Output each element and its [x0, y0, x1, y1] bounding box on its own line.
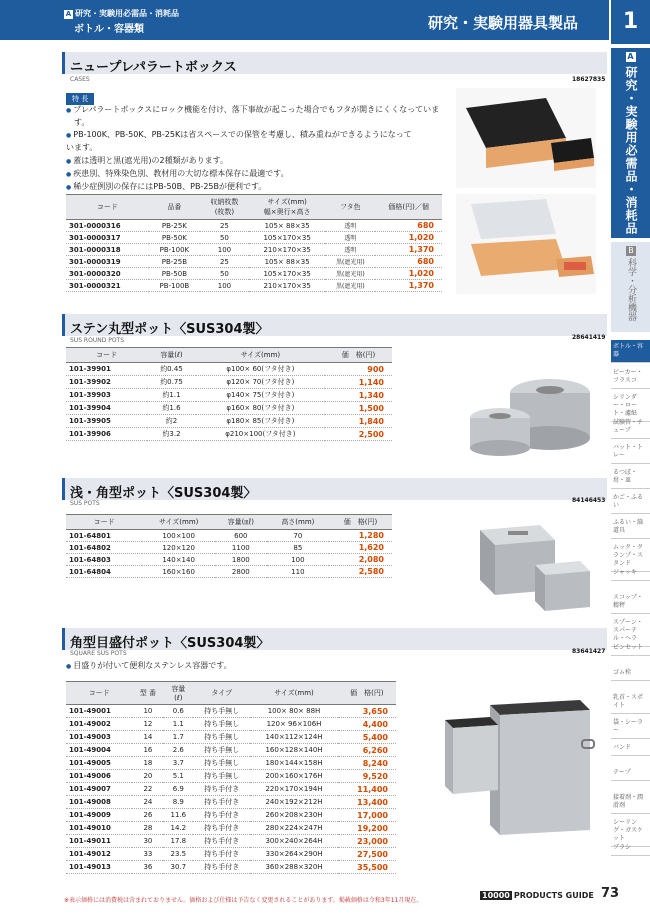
price-cell: 5,400 — [338, 731, 396, 744]
table-cell: 33 — [132, 848, 163, 861]
sidebar-item[interactable]: 接着剤・潤滑剤 — [611, 791, 650, 814]
table-cell: 600 — [215, 530, 267, 542]
column-header: タイプ — [193, 682, 250, 705]
sidebar-item[interactable]: ボトル・容器 — [611, 340, 650, 363]
table-row — [66, 232, 442, 244]
sidebar-item[interactable]: シリンダー・ロート・濾紙 — [611, 391, 650, 422]
table-cell: 14 — [132, 731, 163, 744]
price-cell: 900 — [325, 363, 392, 376]
column-header: コード — [66, 195, 149, 220]
table-cell: 28 — [132, 822, 163, 835]
sidebar-item[interactable]: ブラシ — [611, 841, 650, 856]
table-cell: 6.9 — [163, 783, 193, 796]
section-en-cases: CASES — [70, 76, 90, 83]
table-cell: 25 — [200, 256, 249, 268]
table-cell: 透明 — [325, 232, 375, 244]
table-cell: 105×170×35 — [249, 268, 326, 280]
table-row — [66, 256, 442, 268]
price-cell: 35,500 — [338, 861, 396, 874]
table-row — [66, 705, 396, 718]
product-code: 101-49012 — [66, 848, 132, 861]
section-code-square-pots: 84146453 — [572, 497, 606, 504]
table-cell: 105× 88×35 — [249, 256, 326, 268]
page-number: 73 — [601, 886, 620, 901]
table-row — [66, 415, 392, 428]
table-cell: φ210×100(フタ付き) — [196, 428, 325, 441]
column-header: コード — [66, 348, 147, 363]
column-header: 容量(ℓ) — [147, 348, 196, 363]
table-row — [66, 268, 442, 280]
section-code-graduated-pots: 83641427 — [572, 648, 606, 655]
price-cell: 1,370 — [375, 280, 442, 292]
sidebar-section-b[interactable] — [611, 242, 650, 332]
product-code: 101-49004 — [66, 744, 132, 757]
feature-item: ● 目盛りが付いて便利なステンレス容器です。 — [66, 660, 446, 673]
table-cell: 0.6 — [163, 705, 193, 718]
table-row — [66, 744, 396, 757]
table-cell: 黒(遮光用) — [325, 268, 375, 280]
price-cell: 1,020 — [375, 232, 442, 244]
column-header: 型 番 — [132, 682, 163, 705]
table-header-row — [66, 348, 392, 363]
table-cell: 約3.2 — [147, 428, 196, 441]
table-cell: 8.9 — [163, 796, 193, 809]
price-cell: 27,500 — [338, 848, 396, 861]
table-row — [66, 402, 392, 415]
product-code: 101-39905 — [66, 415, 147, 428]
square-pot-photo — [440, 515, 600, 615]
table-row — [66, 376, 392, 389]
table-cell: PB-100K — [149, 244, 200, 256]
table-cell: 160×160 — [142, 566, 215, 578]
table-cell: φ140× 75(フタ付き) — [196, 389, 325, 402]
table-cell: 持ち手無し — [193, 744, 250, 757]
feature-item: ● PB-100K、PB-50K、PB-25Kは省スペースでの保管を考慮し、積み重ねができるようになって — [66, 129, 446, 142]
table-header-row — [66, 515, 392, 530]
column-header: 価 格(円) — [338, 682, 396, 705]
column-header: 価 格(円) — [329, 515, 392, 530]
product-code: 301-0000321 — [66, 280, 149, 292]
price-cell: 9,520 — [338, 770, 396, 783]
table-cell: 50 — [200, 232, 249, 244]
section-title-square-pots: 浅・角型ポット〈SUS304製〉 — [70, 486, 257, 501]
price-cell: 8,240 — [338, 757, 396, 770]
price-cell: 17,000 — [338, 809, 396, 822]
sidebar-item[interactable]: スプーン・スパーテル・ヘラ — [611, 616, 650, 647]
product-table-cases — [66, 194, 442, 292]
product-code: 301-0000317 — [66, 232, 149, 244]
table-cell: 360×288×320H — [250, 861, 338, 874]
price-cell: 3,650 — [338, 705, 396, 718]
price-cell: 11,400 — [338, 783, 396, 796]
feature-item: ● プレパラートボックスにロック機能を付け、落下事故が起こった場合でもフタが開きにくくなっています。 — [66, 104, 446, 129]
table-cell: 22 — [132, 783, 163, 796]
column-header: サイズ(mm) — [196, 348, 325, 363]
table-cell: 持ち手無し — [193, 770, 250, 783]
table-cell: PB-50B — [149, 268, 200, 280]
price-cell: 19,200 — [338, 822, 396, 835]
column-header: 価 格(円) — [325, 348, 392, 363]
table-cell: 220×170×194H — [250, 783, 338, 796]
sidebar-item[interactable]: かご・ふるい — [611, 491, 650, 514]
product-code: 101-49008 — [66, 796, 132, 809]
table-cell: 100 — [200, 244, 249, 256]
table-cell: 240×192×212H — [250, 796, 338, 809]
table-cell: 180×144×158H — [250, 757, 338, 770]
column-header: コード — [66, 515, 142, 530]
column-header: 収納枚数 (枚数) — [200, 195, 249, 220]
price-cell: 13,400 — [338, 796, 396, 809]
sidebar-item[interactable]: ビーカー・フラスコ — [611, 366, 650, 389]
section-title-cases: ニュープレパラートボックス — [70, 60, 237, 75]
price-cell: 1,840 — [325, 415, 392, 428]
round-pot-photo — [440, 348, 600, 458]
section-en-graduated-pots: SQUARE SUS POTS — [70, 650, 127, 657]
table-row — [66, 220, 442, 232]
table-cell: 20 — [132, 770, 163, 783]
table-cell: 30 — [132, 835, 163, 848]
column-header: 容量 (ℓ) — [163, 682, 193, 705]
table-cell: 約0.45 — [147, 363, 196, 376]
product-code: 101-49005 — [66, 757, 132, 770]
table-cell: 330×264×290H — [250, 848, 338, 861]
table-row — [66, 428, 392, 441]
table-cell: 50 — [200, 268, 249, 280]
table-cell: 36 — [132, 861, 163, 874]
product-table-round-pots — [66, 347, 392, 441]
table-cell: 約2 — [147, 415, 196, 428]
product-code: 101-39904 — [66, 402, 147, 415]
product-code: 101-64803 — [66, 554, 142, 566]
table-cell: 黒(遮光用) — [325, 280, 375, 292]
column-header: サイズ(mm) — [142, 515, 215, 530]
chapter-number: 1 — [609, 0, 650, 44]
product-code: 101-39902 — [66, 376, 147, 389]
sidebar-item[interactable]: シーリング・ガスケット — [611, 816, 650, 847]
feature-item: ● 稀少症例別の保存にはPB-50B、PB-25Bが便利です。 — [66, 181, 446, 194]
feature-list — [66, 104, 446, 207]
category1-label: 研究・実験用必需品・消耗品 — [75, 9, 179, 18]
product-code: 101-64801 — [66, 530, 142, 542]
column-header: コード — [66, 682, 132, 705]
table-cell: 26 — [132, 809, 163, 822]
price-cell: 680 — [375, 220, 442, 232]
table-row — [66, 783, 396, 796]
table-cell: φ120× 70(フタ付き) — [196, 376, 325, 389]
table-cell: 持ち手付き — [193, 848, 250, 861]
table-cell: 140×140 — [142, 554, 215, 566]
product-code: 101-49007 — [66, 783, 132, 796]
product-code: 301-0000320 — [66, 268, 149, 280]
section-b-label: 科学・分析機器 — [626, 258, 636, 321]
table-cell: 25 — [200, 220, 249, 232]
table-cell: 85 — [267, 542, 329, 554]
sidebar-item[interactable]: テープ — [611, 766, 650, 781]
table-cell: 持ち手付き — [193, 822, 250, 835]
product-code: 101-49001 — [66, 705, 132, 718]
table-cell: 持ち手無し — [193, 757, 250, 770]
product-code: 101-49006 — [66, 770, 132, 783]
table-cell: 18 — [132, 757, 163, 770]
product-code: 101-39901 — [66, 363, 147, 376]
price-cell: 2,500 — [325, 428, 392, 441]
table-cell: 持ち手無し — [193, 731, 250, 744]
table-row — [66, 835, 396, 848]
table-cell: 300×240×264H — [250, 835, 338, 848]
sidebar-item[interactable]: ピンセット — [611, 641, 650, 656]
sidebar-item[interactable]: バンド — [611, 741, 650, 756]
table-cell: 105× 88×35 — [249, 220, 326, 232]
section-en-square-pots: SUS POTS — [70, 500, 100, 507]
table-row — [66, 718, 396, 731]
table-cell: 透明 — [325, 220, 375, 232]
table-cell: 210×170×35 — [249, 280, 326, 292]
feature-label: 特 長 — [66, 93, 94, 105]
table-cell: 1.7 — [163, 731, 193, 744]
table-row — [66, 757, 396, 770]
category2-label: ボトル・容器類 — [74, 24, 144, 35]
section-en-round-pots: SUS ROUND POTS — [70, 337, 125, 344]
price-cell: 1,620 — [329, 542, 392, 554]
price-cell: 1,140 — [325, 376, 392, 389]
product-code: 301-0000318 — [66, 244, 149, 256]
table-cell: 持ち手付き — [193, 861, 250, 874]
table-cell: 12 — [132, 718, 163, 731]
table-cell: 1100 — [215, 542, 267, 554]
table-cell: φ160× 80(フタ付き) — [196, 402, 325, 415]
table-cell: 10 — [132, 705, 163, 718]
prep-box-clear-photo — [456, 194, 596, 294]
product-code: 101-39906 — [66, 428, 147, 441]
table-row — [66, 542, 392, 554]
table-row — [66, 796, 396, 809]
sidebar-item[interactable]: ムック・クランプ・スタンド — [611, 541, 650, 572]
table-row — [66, 809, 396, 822]
table-cell: PB-25K — [149, 220, 200, 232]
table-row — [66, 848, 396, 861]
guide-text: PRODUCTS GUIDE — [513, 891, 594, 900]
price-cell: 1,340 — [325, 389, 392, 402]
table-cell: 持ち手無し — [193, 705, 250, 718]
price-cell: 2,580 — [329, 566, 392, 578]
table-cell: 1.1 — [163, 718, 193, 731]
column-header: 価格(円)／個 — [375, 195, 442, 220]
product-code: 101-39903 — [66, 389, 147, 402]
table-cell: φ100× 60(フタ付き) — [196, 363, 325, 376]
table-cell: 2800 — [215, 566, 267, 578]
table-cell: 100× 80× 88H — [250, 705, 338, 718]
table-cell: 1800 — [215, 554, 267, 566]
table-row — [66, 363, 392, 376]
table-cell: φ180× 85(フタ付き) — [196, 415, 325, 428]
table-cell: 持ち手付き — [193, 809, 250, 822]
table-cell: 約0.75 — [147, 376, 196, 389]
sidebar-item[interactable]: ゴム栓 — [611, 666, 650, 681]
table-row — [66, 554, 392, 566]
sidebar-item[interactable]: 試験管・チューブ — [611, 416, 650, 439]
product-code: 101-64804 — [66, 566, 142, 578]
product-code: 101-49003 — [66, 731, 132, 744]
table-cell: 5.1 — [163, 770, 193, 783]
table-row — [66, 770, 396, 783]
product-code: 101-49011 — [66, 835, 132, 848]
column-header: 容量(㎖) — [215, 515, 267, 530]
table-cell: 280×224×247H — [250, 822, 338, 835]
table-cell: 持ち手付き — [193, 835, 250, 848]
table-cell: 17.8 — [163, 835, 193, 848]
section-a-badge: A — [627, 52, 635, 61]
price-cell: 4,400 — [338, 718, 396, 731]
table-row — [66, 566, 392, 578]
feature-item: ● 蓋は透明と黒(遮光用)の2種類があります。 — [66, 155, 446, 168]
table-cell: 120× 96×106H — [250, 718, 338, 731]
table-cell: 持ち手付き — [193, 796, 250, 809]
guide-box: 10000 — [482, 891, 510, 900]
product-code: 301-0000316 — [66, 220, 149, 232]
table-header-row — [66, 195, 442, 220]
section-code-round-pots: 28641419 — [572, 334, 606, 341]
section-b-badge: B — [626, 246, 636, 256]
price-cell: 2,080 — [329, 554, 392, 566]
column-header: 品番 — [149, 195, 200, 220]
price-cell: 1,370 — [375, 244, 442, 256]
section-a-label: 研究・実験用必需品・消耗品 — [624, 66, 638, 235]
footer-note: ※表示価格には消費税は含まれておりません。価格および仕様は予告なく変更されることがあります。掲載価格は令和3年11月現在。 — [64, 897, 423, 904]
price-cell: 1,280 — [329, 530, 392, 542]
table-row — [66, 389, 392, 402]
section-code-cases: 18627835 — [572, 76, 606, 83]
column-header: 高さ(mm) — [267, 515, 329, 530]
section-title-graduated-pots: 角型目盛付ポット〈SUS304製〉 — [70, 636, 270, 651]
sidebar-item[interactable]: スコップ・精秤 — [611, 591, 650, 614]
table-cell: 160×128×140H — [250, 744, 338, 757]
product-code: 301-0000319 — [66, 256, 149, 268]
price-cell: 680 — [375, 256, 442, 268]
table-cell: 100 — [200, 280, 249, 292]
product-code: 101-49009 — [66, 809, 132, 822]
graduated-pot-photo — [440, 690, 605, 850]
table-cell: 100×100 — [142, 530, 215, 542]
sidebar-item[interactable]: バット・トレー — [611, 441, 650, 464]
table-row — [66, 280, 442, 292]
table-cell: 2.6 — [163, 744, 193, 757]
table-cell: 約1.1 — [147, 389, 196, 402]
feature-item: ● 疾患別、特殊染色別、教材用の大切な標本保存に最適です。 — [66, 168, 446, 181]
feature-list-graduated — [66, 660, 446, 673]
table-cell: 14.2 — [163, 822, 193, 835]
table-cell: 140×112×124H — [250, 731, 338, 744]
category-path — [64, 8, 179, 19]
table-row — [66, 731, 396, 744]
section-title-round-pots: ステン丸型ポット〈SUS304製〉 — [70, 322, 269, 337]
sidebar-item[interactable]: るつぼ・坩・皿 — [611, 466, 650, 489]
prep-box-black-photo — [456, 88, 596, 188]
price-cell: 6,260 — [338, 744, 396, 757]
table-row — [66, 822, 396, 835]
table-cell: PB-50K — [149, 232, 200, 244]
price-cell: 1,020 — [375, 268, 442, 280]
product-code: 101-64802 — [66, 542, 142, 554]
page-header — [0, 0, 650, 40]
table-cell: PB-100B — [149, 280, 200, 292]
table-row — [66, 244, 442, 256]
price-cell: 1,500 — [325, 402, 392, 415]
column-header: サイズ(mm) 幅×奥行×高さ — [249, 195, 326, 220]
table-cell: 約1.6 — [147, 402, 196, 415]
product-table-graduated-pots — [66, 681, 396, 874]
table-cell: 3.7 — [163, 757, 193, 770]
table-cell: 260×208×230H — [250, 809, 338, 822]
product-code: 101-49002 — [66, 718, 132, 731]
table-cell: 110 — [267, 566, 329, 578]
table-cell: 70 — [267, 530, 329, 542]
table-row — [66, 530, 392, 542]
table-cell: 11.6 — [163, 809, 193, 822]
sidebar-item[interactable]: ジャッキ — [611, 566, 650, 581]
sidebar-item[interactable]: ふるい・篩道具 — [611, 516, 650, 539]
table-cell: 黒(遮光用) — [325, 256, 375, 268]
table-cell: 透明 — [325, 244, 375, 256]
category-badge: A — [65, 10, 72, 18]
table-cell: 持ち手無し — [193, 718, 250, 731]
feature-item-continued: います。 — [66, 143, 98, 152]
table-cell: 210×170×35 — [249, 244, 326, 256]
table-cell: 16 — [132, 744, 163, 757]
product-code: 101-49010 — [66, 822, 132, 835]
table-cell: 23.5 — [163, 848, 193, 861]
sidebar-item[interactable]: 乳首・スポイト — [611, 691, 650, 714]
table-cell: 200×160×176H — [250, 770, 338, 783]
price-cell: 23,000 — [338, 835, 396, 848]
sidebar-item[interactable]: 袋・シーラー — [611, 716, 650, 739]
product-code: 101-49013 — [66, 861, 132, 874]
table-cell: 100 — [267, 554, 329, 566]
sidebar-section-a[interactable] — [611, 48, 650, 238]
table-cell: PB-25B — [149, 256, 200, 268]
table-cell: 120×120 — [142, 542, 215, 554]
page-main-title: 研究・実験用器具製品 — [428, 14, 579, 32]
column-header: フタ色 — [325, 195, 375, 220]
table-row — [66, 861, 396, 874]
table-cell: 24 — [132, 796, 163, 809]
column-header: サイズ(mm) — [250, 682, 338, 705]
table-header-row — [66, 682, 396, 705]
table-cell: 30.7 — [163, 861, 193, 874]
products-guide-label — [480, 891, 594, 900]
table-cell: 105×170×35 — [249, 232, 326, 244]
product-table-square-pots — [66, 514, 392, 578]
table-cell: 持ち手付き — [193, 783, 250, 796]
